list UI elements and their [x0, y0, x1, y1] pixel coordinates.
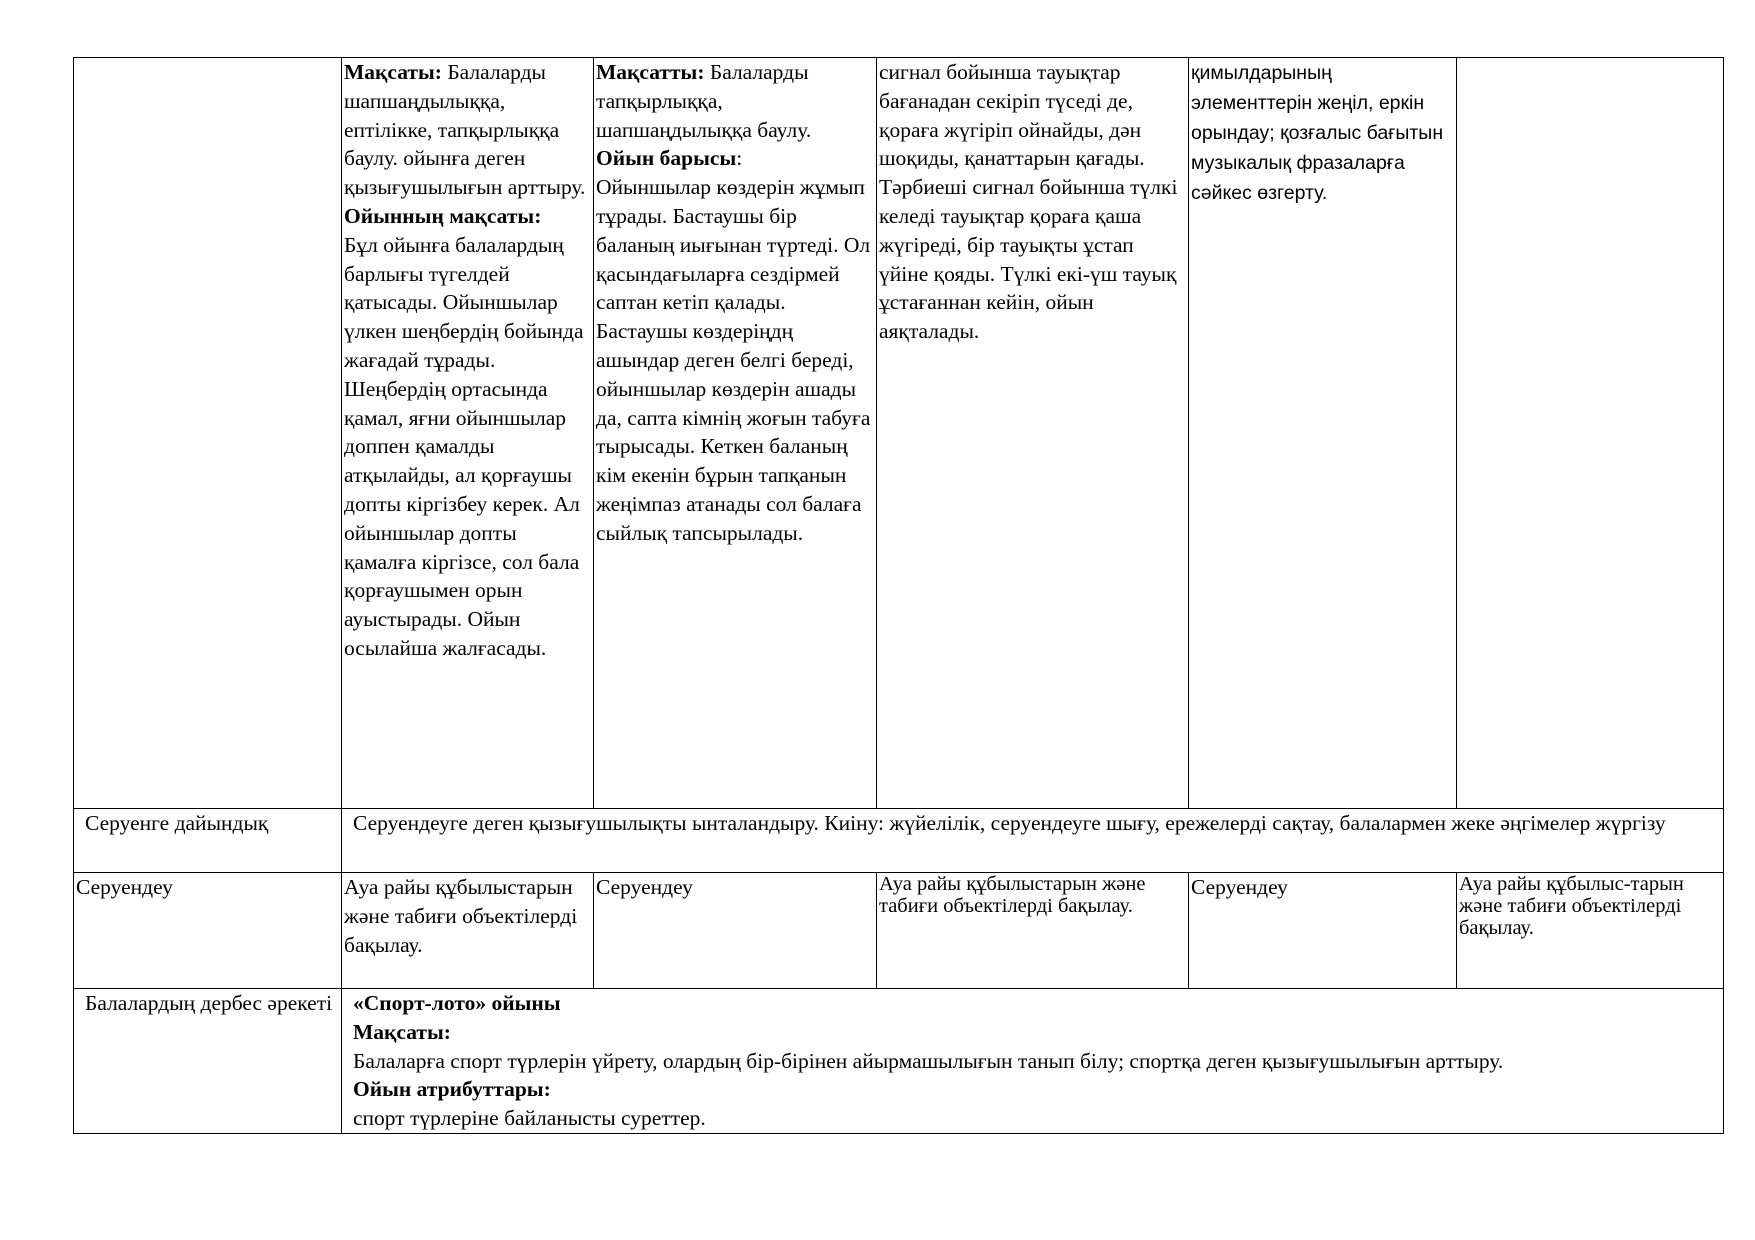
game-goal-label: Ойынның мақсаты:: [344, 203, 542, 228]
table-row: [74, 58, 1724, 809]
goal-label: Мақсатты:: [596, 60, 705, 84]
goal-label: Мақсаты:: [353, 1019, 451, 1044]
movement-text: қимылдарының элементтерін жеңіл, еркін орындау; қозғалыс бағытын музыкалық фразаларға сәйкес өзгерту.: [1191, 62, 1444, 204]
cell-game-description-2: [594, 58, 877, 809]
table-row: [74, 873, 1724, 989]
table-row: [74, 809, 1724, 873]
walk-cell-5: Ауа райы құбылыс-тарын және табиғи объектілерді бақылау.: [1457, 873, 1724, 989]
walk-cell-4: Серуендеу: [1189, 873, 1457, 989]
game-title: «Спорт-лото» ойыны: [353, 991, 561, 1015]
goal-text: Балаларды шапшаңдылыққа, ептілікке, тапқырлыққа баулу. ойынға деген қызығушылығын арттыру.: [344, 60, 586, 200]
goal-text: Балаларға спорт түрлерін үйрету, олардың бір-бірінен айырмашылығын танып білу; спортқа деген қызығушылығын арттыру.: [353, 1048, 1504, 1073]
table-row: [74, 989, 1724, 1134]
walk-preparation-text: Серуендеуге деген қызығушылықты ынталандыру. Киіну: жүйелілік, серуендеуге шығу, ережелерді сақтау, балалармен жеке әңгімелер жүргізу: [342, 809, 1724, 873]
progress-label: Ойын барысы: [596, 146, 737, 171]
game-text: сигнал бойынша тауықтар бағанадан секіріп түседі де, қораға жүгіріп ойнайды, дән шоқиды, қанаттарын қағады. Тәрбиеші сигнал бойынша түлкі келеді тауықтар қораға қаша жүгіреді, бір тауықты ұстап үйіне қояды. Түлкі екі-үш тауық ұстағаннан кейін, ойын аяқталады.: [879, 60, 1178, 344]
attributes-label: Ойын атрибуттары:: [353, 1077, 551, 1102]
goal-label: Мақсаты:: [344, 60, 442, 84]
independent-activity-cell: [342, 989, 1724, 1134]
cell-game-description-3: [877, 58, 1189, 809]
row-label-cell: [74, 58, 342, 809]
row-label-independent-activity: Балалардың дербес әрекеті: [74, 989, 342, 1134]
walk-cell-1: Ауа райы құбылыстарын және табиғи объектілерді бақылау.: [342, 873, 594, 989]
attributes-text: спорт түрлеріне байланысты суреттер.: [353, 1106, 706, 1131]
game-goal-text: Бұл ойынға балалардың барлығы түгелдей қатысады. Ойыншылар үлкен шеңбердің бойында жағадай тұрады. Шеңбердің ортасында қамал, яғни ойыншылар доппен қамалды атқылайды, ал қорғаушы допты кіргізбеу керек. Ал ойыншылар допты қамалға кіргізсе, сол бала қорғаушымен орын ауыстырады. Ойын осылайша жалғасады.: [344, 232, 584, 660]
walk-cell-2: Серуендеу: [594, 873, 877, 989]
row-label-walk-preparation: Серуенге дайындық: [74, 809, 342, 873]
row-label-walk: Серуендеу: [74, 873, 342, 989]
empty-cell: [1457, 58, 1724, 809]
progress-colon: :: [736, 146, 743, 171]
cell-game-description-1: [342, 58, 594, 809]
cell-movement-description: [1189, 58, 1457, 809]
goal-text: Балаларды тапқырлыққа, шапшаңдылыққа баулу.: [596, 60, 812, 142]
schedule-table: [73, 57, 1724, 1134]
progress-text: Ойыншылар көздерін жұмып тұрады. Бастаушы бір баланың иығынан түртеді. Ол қасындағыларға сездірмей саптан кетіп қалады. Бастаушы көздеріңдң ашындар деген белгі береді, ойыншылар көздерін ашады да, сапта кімнің жоғын табуға тырысады. Кеткен баланың кім екенін бұрын тапқанын жеңімпаз атанады сол балаға сыйлық тапсырылады.: [596, 175, 871, 545]
walk-cell-3: Ауа райы құбылыстарын және табиғи объектілерді бақылау.: [877, 873, 1189, 989]
